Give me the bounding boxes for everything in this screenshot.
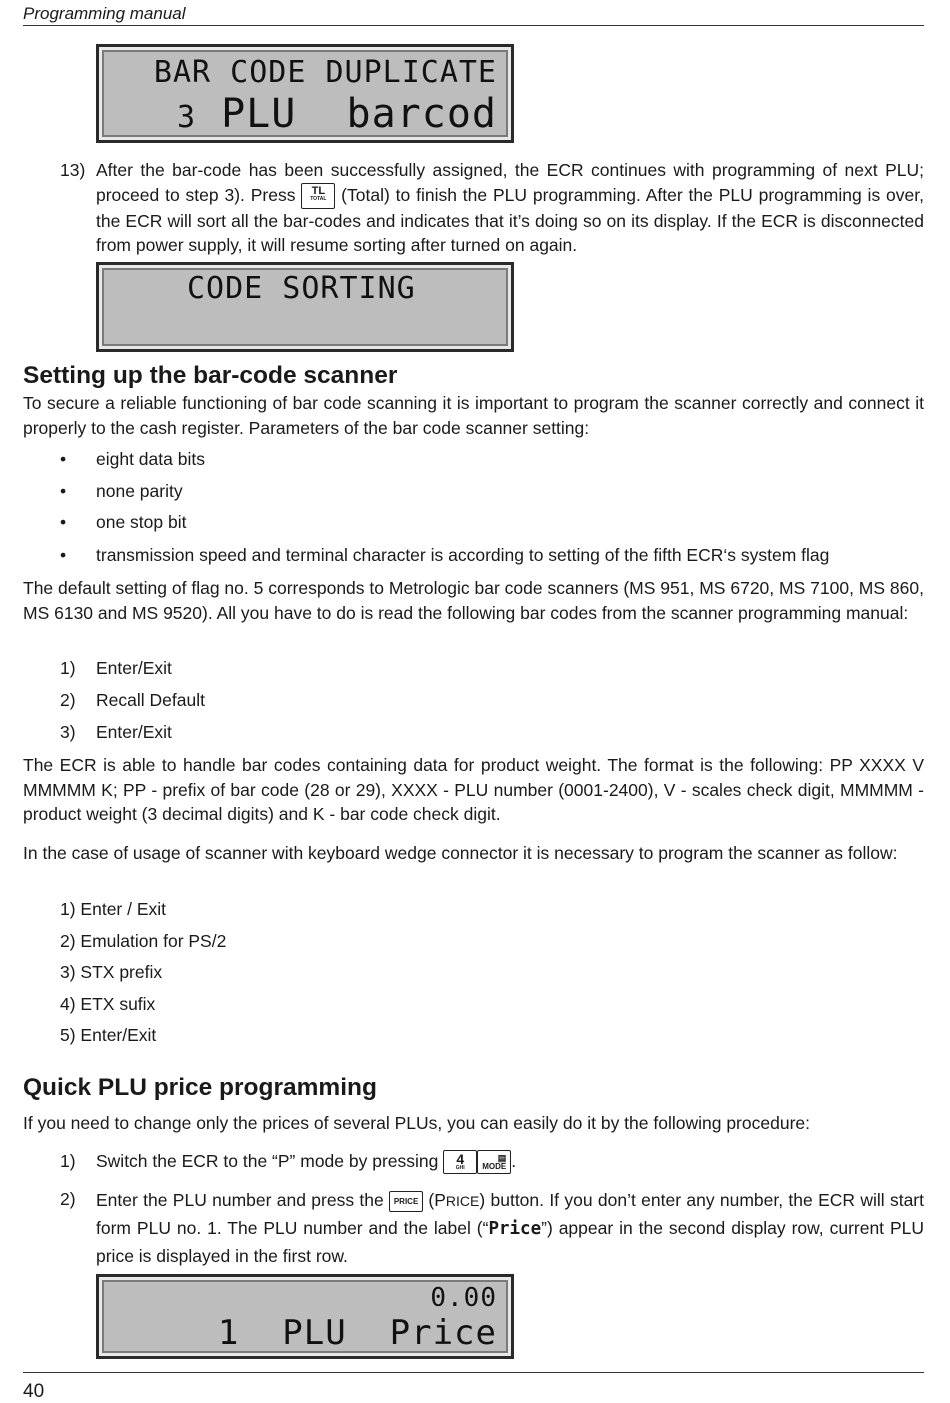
mode-glyph-icon: ▤	[497, 1153, 507, 1164]
step-text-smallcaps: RICE	[445, 1193, 480, 1209]
list-item: Recall Default	[96, 690, 205, 710]
step-text-b: (P	[423, 1190, 446, 1210]
list-item: Enter/Exit	[96, 658, 172, 678]
lcd-display-code-sorting	[96, 262, 514, 352]
lcd-display-price	[96, 1274, 514, 1359]
lcd-line-2	[218, 1313, 497, 1353]
list-item: 4) ETX sufix	[60, 994, 156, 1014]
display-label: Price	[488, 1219, 542, 1239]
lcd-plu-label: PLU barcod	[221, 91, 497, 137]
list-item: eight data bits	[96, 449, 205, 469]
step-number: 3)	[60, 722, 76, 742]
step-13-text	[96, 158, 924, 258]
step-text	[96, 1187, 924, 1270]
section-heading: Quick PLU price programming	[23, 1074, 377, 1101]
list-item: 2) Emulation for PS/2	[60, 931, 227, 951]
list-item: none parity	[96, 481, 183, 501]
lcd-line-1: BAR CODE DUPLICATE	[153, 55, 497, 90]
key-sublabel: TOTAL	[310, 195, 327, 202]
bullet-icon: •	[60, 481, 67, 501]
list-item: transmission speed and terminal character is according to setting of the fifth ECR‘s system flag	[96, 545, 830, 565]
total-key-icon	[301, 183, 335, 209]
step-number: 2)	[60, 1189, 76, 1209]
paragraph: The default setting of flag no. 5 corresponds to Metrologic bar code scanners (MS 951, MS 6720, MS 7100, MS 860, MS 6130 and MS 9520). All you have to do is read the following bar codes from the scanner programming manual:	[23, 578, 924, 623]
lcd-plu-label: PLU Price	[282, 1313, 497, 1353]
mode-key-icon	[477, 1150, 511, 1174]
bullet-icon: •	[60, 512, 67, 532]
step-number: 1)	[60, 658, 76, 678]
bullet-icon: •	[60, 545, 67, 565]
step-text-a: Switch the ECR to the “P” mode by pressing	[96, 1151, 444, 1171]
header-rule	[23, 25, 924, 26]
lcd-line-1: CODE SORTING	[187, 271, 416, 306]
paragraph: In the case of usage of scanner with keyboard wedge connector it is necessary to program the scanner as follow:	[23, 843, 898, 863]
key-label: MODE	[482, 1162, 507, 1172]
paragraph: If you need to change only the prices of several PLUs, you can easily do it by the following procedure:	[23, 1113, 810, 1133]
step-text-end: .	[511, 1151, 517, 1171]
list-item: one stop bit	[96, 512, 187, 532]
step-number: 2)	[60, 690, 76, 710]
paragraph: To secure a reliable functioning of bar code scanning it is important to program the scanner correctly and connect it properly to the cash register. Parameters of the bar code scanner setting:	[23, 393, 924, 438]
step-number: 1)	[60, 1151, 76, 1171]
step-number: 13)	[60, 160, 86, 180]
lcd-line-2	[177, 91, 497, 137]
step-text-d: ”) appear in the second display row, current PLU price is displayed in the first row.	[96, 1218, 924, 1266]
lcd-plu-number: 1	[217, 1313, 240, 1353]
lcd-plu-number: 3	[176, 100, 196, 135]
page-number: 40	[23, 1381, 45, 1402]
list-item: 5) Enter/Exit	[60, 1025, 157, 1045]
step-text-c: ) button. If you don’t enter any number, the ECR will start form PLU no. 1. The PLU number and the label (“	[96, 1190, 924, 1238]
step-13-text-a: After the bar-code has been successfully assigned, the ECR continues with programming of next PLU; proceed to step 3). Press	[96, 160, 924, 205]
section-heading: Setting up the bar-code scanner	[23, 362, 398, 389]
lcd-display-duplicate	[96, 44, 514, 143]
paragraph: The ECR is able to handle bar codes containing data for product weight. The format is the following: PP XXXX V MMMMM K; PP - prefix of bar code (28 or 29), XXXX - PLU number (0001-2400), V - scales check digit, MMMMM - product weight (3 decimal digits) and K - bar code check digit.	[23, 755, 924, 824]
key-label: TL	[311, 184, 326, 197]
step-text	[96, 1149, 924, 1174]
list-item: Enter/Exit	[96, 722, 172, 742]
step-text-a: Enter the PLU number and press the	[96, 1190, 390, 1210]
list-item: 1) Enter / Exit	[60, 899, 167, 919]
lcd-line-1: 0.00	[430, 1283, 497, 1313]
price-key-icon: PRICE	[389, 1191, 423, 1212]
list-item: 3) STX prefix	[60, 962, 163, 982]
bullet-icon: •	[60, 449, 67, 469]
step-13-text-b: (Total) to finish the PLU programming. After the PLU programming is over, the ECR will sort all the bar-codes and indicates that it’s doing so on its display. If the ECR is disconnected from power supply, it will resume sorting after turned on again.	[96, 184, 924, 256]
footer-rule	[23, 1372, 924, 1373]
key-4-icon	[443, 1150, 477, 1174]
key-label: 4	[456, 1151, 465, 1168]
key-sublabel: GHI	[455, 1165, 465, 1172]
running-header: Programming manual	[23, 4, 186, 23]
